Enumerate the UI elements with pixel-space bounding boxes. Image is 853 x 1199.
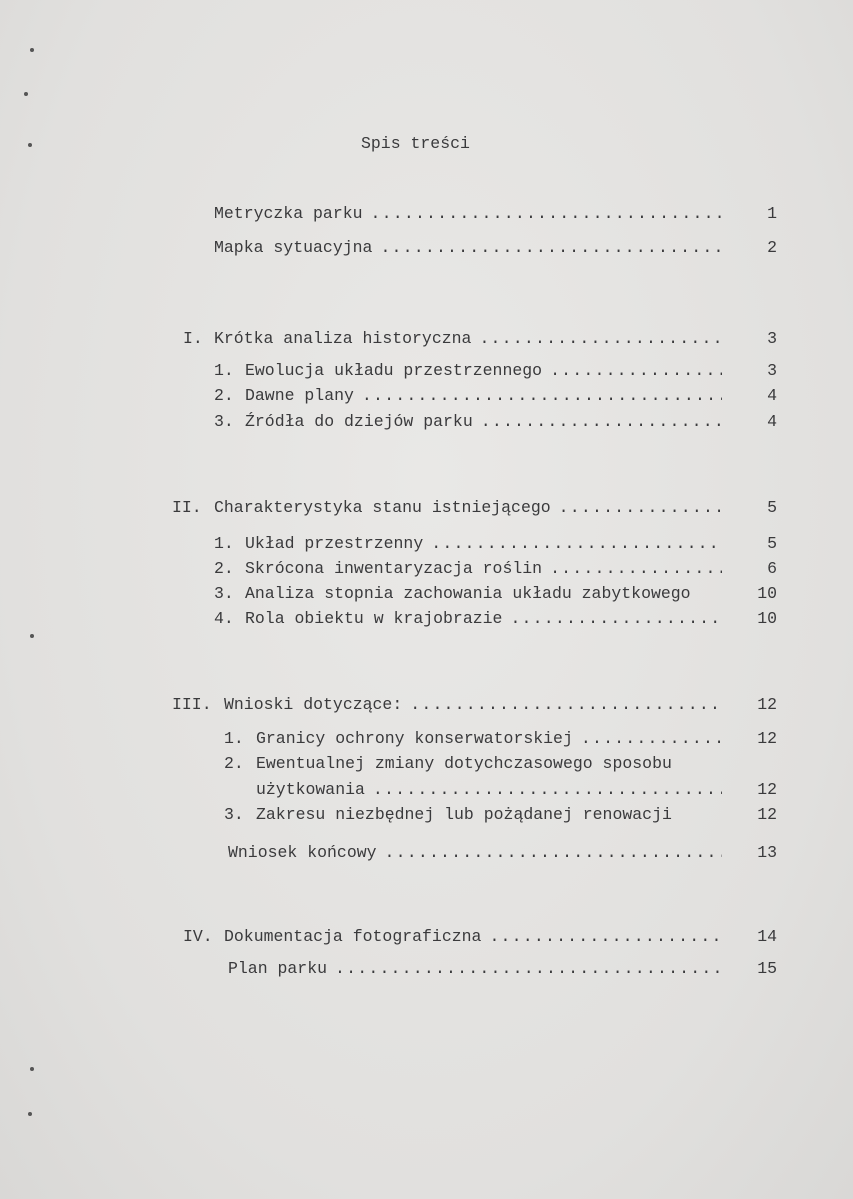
toc-entry: Plan parku ..... <box>228 959 722 979</box>
dot-leader <box>481 412 722 432</box>
toc-entry: Mapka sytuacyjna ..... <box>214 238 722 258</box>
toc-entry: Źródła do dziejów parku ..... <box>245 412 722 432</box>
item-number: 3. <box>214 412 234 431</box>
page-number: 1 <box>767 204 777 223</box>
toc-entry: Dawne plany ..... <box>245 386 722 406</box>
page-number: 5 <box>767 498 777 517</box>
section-numeral: I. <box>183 329 203 348</box>
page-number: 4 <box>767 412 777 431</box>
toc-entry: Metryczka parku ..... <box>214 204 722 224</box>
item-number: 2. <box>214 559 234 578</box>
dot-leader <box>550 559 722 579</box>
toc-entry: Układ przestrzenny ..... <box>245 534 722 554</box>
page-number: 6 <box>767 559 777 578</box>
page-number: 12 <box>757 695 777 714</box>
toc-section: Charakterystyka stanu istniejącego ..... <box>214 498 722 518</box>
page-number: 13 <box>757 843 777 862</box>
page-number: 12 <box>757 729 777 748</box>
punch-mark <box>28 143 32 147</box>
dot-leader <box>489 927 722 947</box>
page-title: Spis treści <box>361 134 470 153</box>
page-number: 5 <box>767 534 777 553</box>
section-numeral: II. <box>172 498 202 517</box>
page-number: 15 <box>757 959 777 978</box>
page-number: 14 <box>757 927 777 946</box>
punch-mark <box>28 1112 32 1116</box>
item-number: 3. <box>214 584 234 603</box>
dot-leader <box>373 780 722 800</box>
dot-leader <box>380 238 722 258</box>
section-numeral: III. <box>172 695 212 714</box>
punch-mark <box>30 634 34 638</box>
toc-entry: Ewolucja układu przestrzennego ..... <box>245 361 722 381</box>
punch-mark <box>30 1067 34 1071</box>
dot-leader <box>335 959 722 979</box>
toc-entry-continuation: użytkowania ..... <box>256 780 722 800</box>
punch-mark <box>30 48 34 52</box>
dot-leader <box>362 386 722 406</box>
page-number: 10 <box>757 584 777 603</box>
toc-entry: Ewentualnej zmiany dotychczasowego sposobu <box>256 754 672 773</box>
page-number: 4 <box>767 386 777 405</box>
item-number: 2. <box>214 386 234 405</box>
dot-leader <box>385 843 722 863</box>
item-number: 1. <box>224 729 244 748</box>
page-number: 3 <box>767 361 777 380</box>
dot-leader <box>581 729 722 749</box>
item-number: 3. <box>224 805 244 824</box>
item-number: 1. <box>214 361 234 380</box>
dot-leader <box>550 361 722 381</box>
toc-section: Wnioski dotyczące: ..... <box>224 695 722 715</box>
item-number: 1. <box>214 534 234 553</box>
toc-entry: Skrócona inwentaryzacja roślin ..... <box>245 559 722 579</box>
page-number: 10 <box>757 609 777 628</box>
toc-entry: Zakresu niezbędnej lub pożądanej renowacji <box>256 805 672 824</box>
section-numeral: IV. <box>183 927 213 946</box>
toc-entry: Granicy ochrony konserwatorskiej ..... <box>256 729 722 749</box>
page-number: 12 <box>757 805 777 824</box>
toc-entry: Rola obiektu w krajobrazie ..... <box>245 609 722 629</box>
punch-mark <box>24 92 28 96</box>
dot-leader <box>479 329 722 349</box>
toc-entry: Analiza stopnia zachowania układu zabytkowego <box>245 584 691 603</box>
dot-leader <box>431 534 722 554</box>
toc-section: Dokumentacja fotograficzna ..... <box>224 927 722 947</box>
page-number: 3 <box>767 329 777 348</box>
dot-leader <box>559 498 722 518</box>
page-number: 12 <box>757 780 777 799</box>
dot-leader <box>371 204 722 224</box>
toc-entry: Wniosek końcowy ..... <box>228 843 722 863</box>
item-number: 4. <box>214 609 234 628</box>
dot-leader <box>510 609 722 629</box>
dot-leader <box>410 695 722 715</box>
page-number: 2 <box>767 238 777 257</box>
toc-section: Krótka analiza historyczna ..... <box>214 329 722 349</box>
item-number: 2. <box>224 754 244 773</box>
